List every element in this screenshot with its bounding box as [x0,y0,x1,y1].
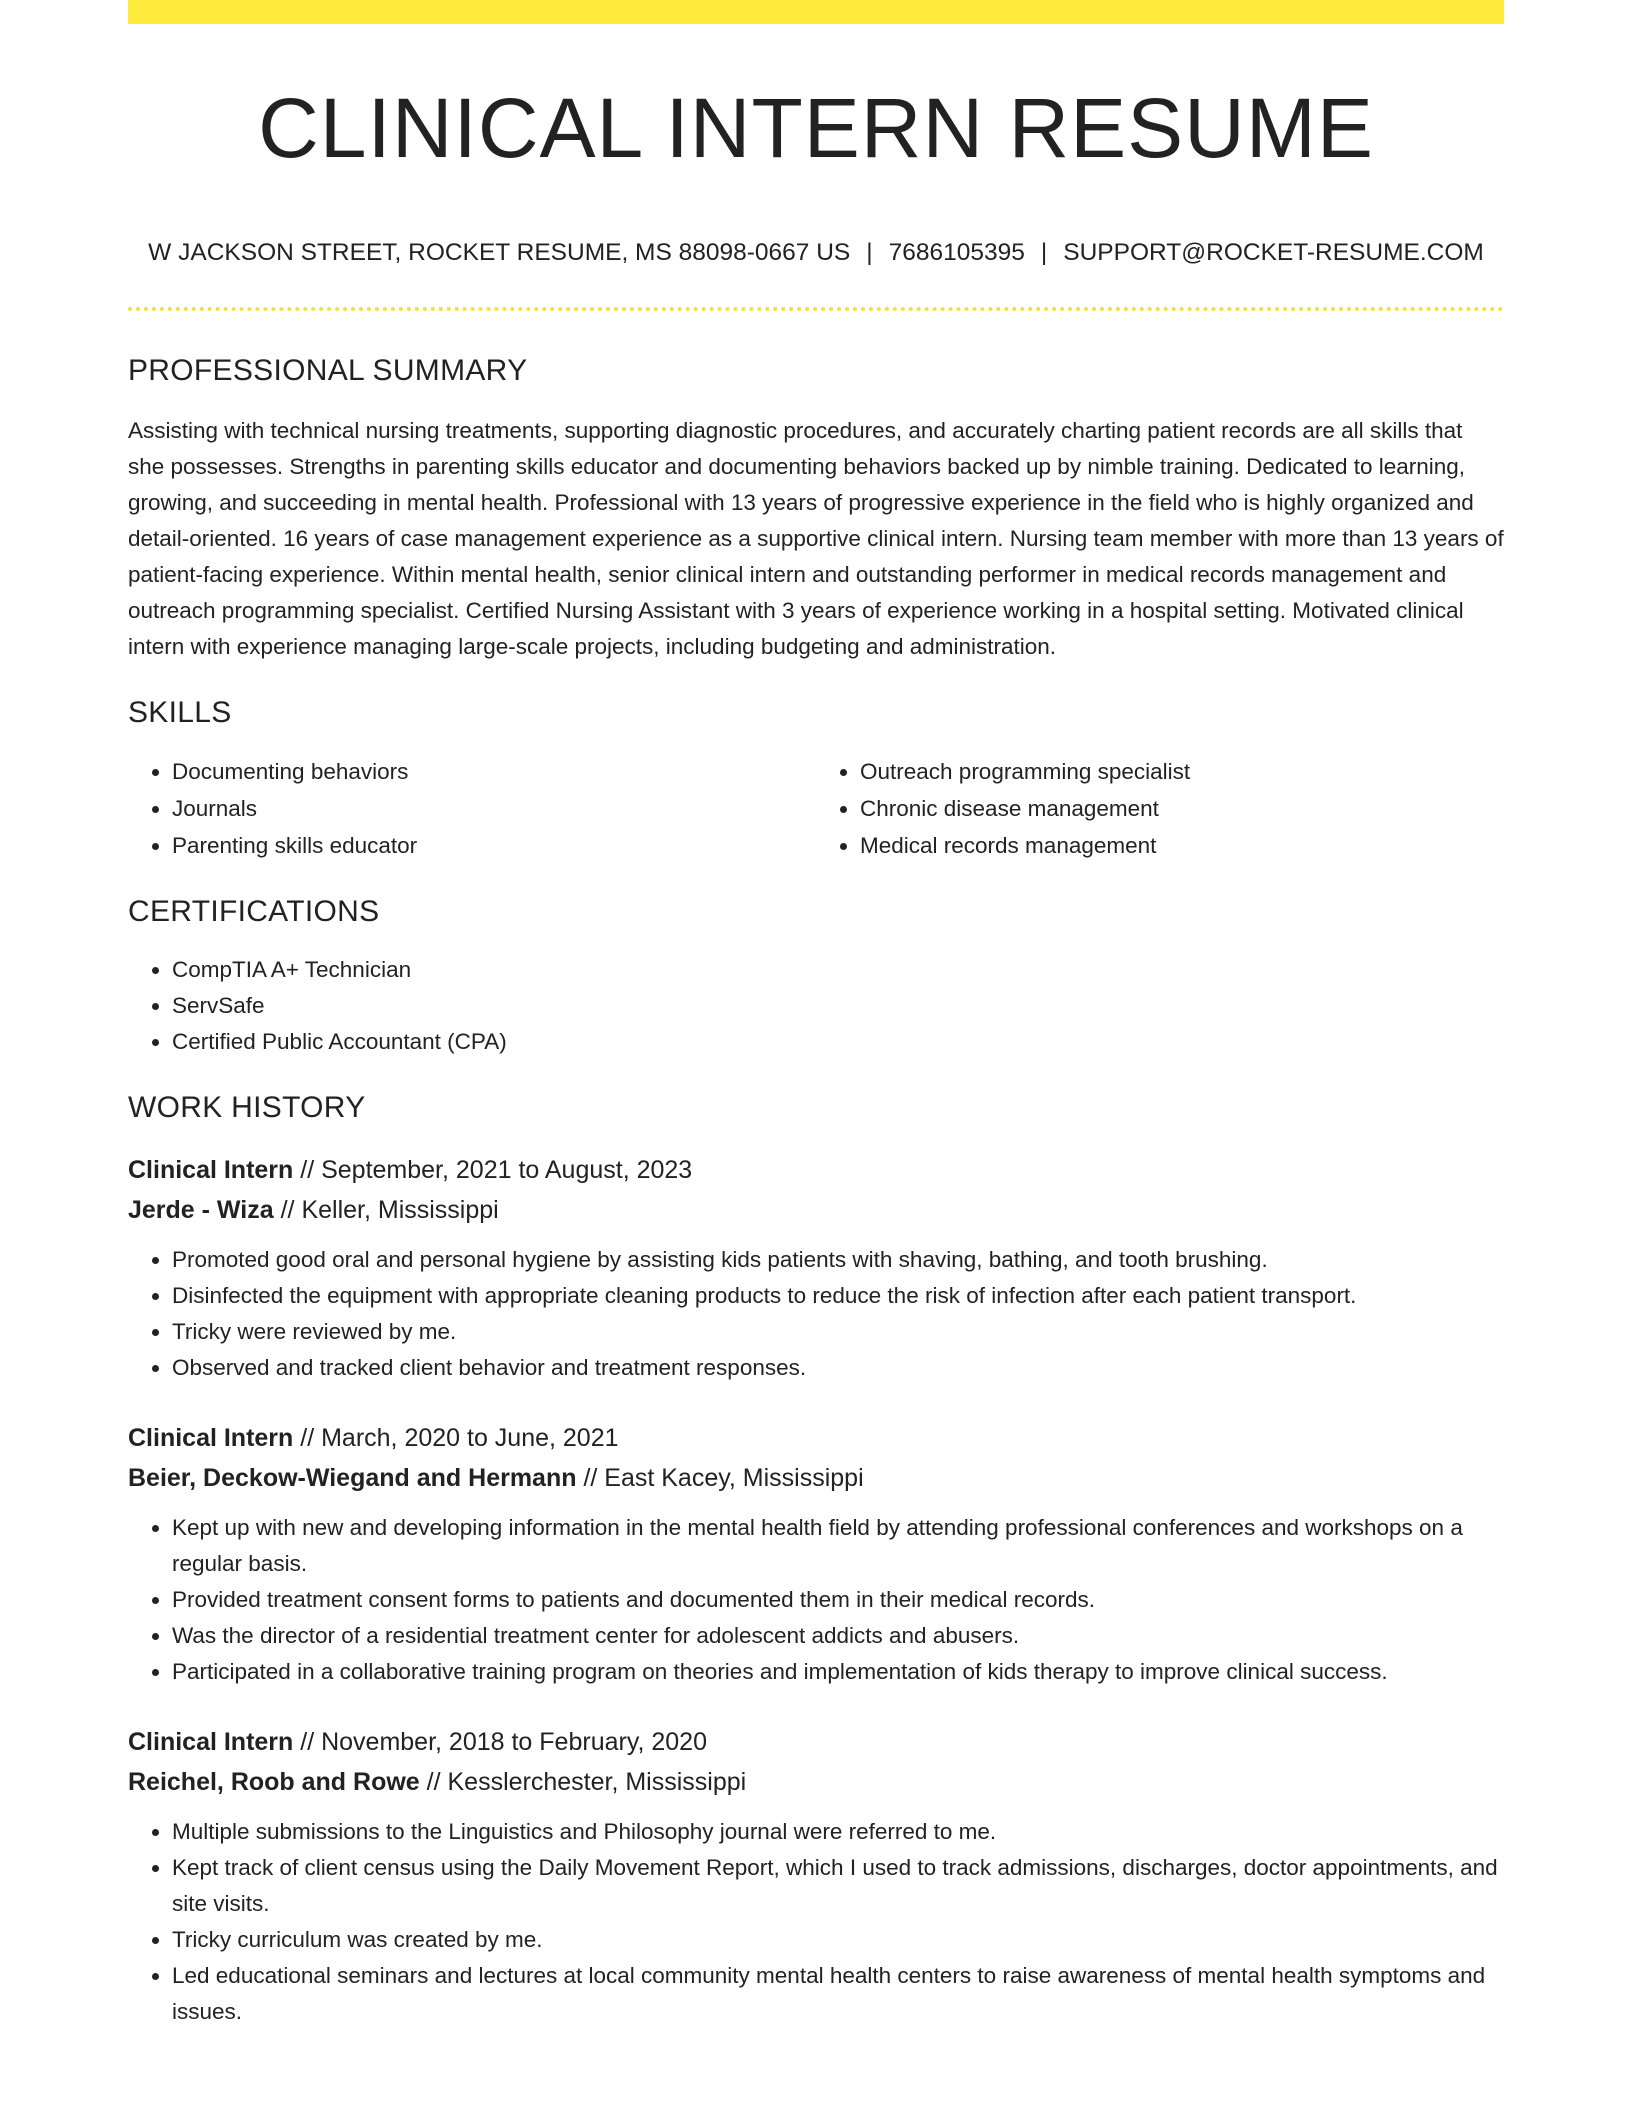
job-duty: • Kept track of client census using the Daily Movement Report, which I used to track admissions, discharges, doctor appointments, and site visits. [172,1850,1504,1922]
job-duties [128,1814,1504,2030]
certification-item: • CompTIA A+ Technician [172,952,1504,988]
job-title-line [128,1418,1504,1458]
skill-item: • Parenting skills educator [172,827,816,864]
skills-list-right [816,753,1504,864]
job-location: // East Kacey, Mississippi [576,1464,864,1492]
job-title: Clinical Intern [128,1424,294,1452]
resume-page [128,0,1504,2030]
skill-item: • Documenting behaviors [172,753,816,790]
job-company-line [128,1458,1504,1498]
contact-line [128,238,1504,268]
skills-heading: SKILLS [128,696,232,729]
job-duty: • Participated in a collaborative training program on theories and implementation of kids therapy to improve clinical success. [172,1654,1504,1690]
job-duty: • Tricky curriculum was created by me. [172,1922,1504,1958]
certifications-heading: CERTIFICATIONS [128,895,380,928]
skills-columns [128,753,1504,864]
certification-item: • ServSafe [172,988,1504,1024]
job-title: Clinical Intern [128,1728,294,1756]
job-entry [128,1722,1504,2030]
job-company: Jerde - Wiza [128,1196,274,1224]
work-history-heading: WORK HISTORY [128,1091,366,1124]
certification-item: • Certified Public Accountant (CPA) [172,1024,1504,1060]
job-location: // Kesslerchester, Mississippi [419,1768,747,1796]
skill-item: • Journals [172,790,816,827]
summary-heading: PROFESSIONAL SUMMARY [128,354,528,387]
job-entry [128,1150,1504,1386]
job-company: Reichel, Roob and Rowe [128,1768,420,1796]
job-duty: • Provided treatment consent forms to patients and documented them in their medical records. [172,1582,1504,1618]
skill-item: • Medical records management [860,827,1504,864]
dotted-divider [128,307,1504,311]
job-duty: • Disinfected the equipment with appropriate cleaning products to reduce the risk of infection after each patient transport. [172,1278,1504,1314]
email: SUPPORT@ROCKET-RESUME.COM [1063,239,1484,266]
job-duty: • Multiple submissions to the Linguistics and Philosophy journal were referred to me. [172,1814,1504,1850]
job-title-line [128,1150,1504,1190]
job-title-line [128,1722,1504,1762]
job-duty: • Kept up with new and developing information in the mental health field by attending professional conferences and workshops on a regular basis. [172,1510,1504,1582]
job-entry [128,1418,1504,1690]
job-company-line [128,1190,1504,1230]
job-duties [128,1242,1504,1386]
contact-separator: | [866,239,873,266]
resume-title: CLINICAL INTERN RESUME [258,81,1374,175]
contact-separator: | [1040,239,1048,266]
job-company: Beier, Deckow-Wiegand and Hermann [128,1464,577,1492]
job-title: Clinical Intern [128,1156,294,1184]
job-dates: // March, 2020 to June, 2021 [293,1424,619,1452]
summary-text: Assisting with technical nursing treatments, supporting diagnostic procedures, and accurately charting patient records are all skills that she possesses. Strengths in parenting skills educator and documenting behaviors backed up by nimble training. Dedicated to learning, growing, and succeeding in mental health. Professional with 13 years of progressive experience in the field who is highly organized and detail-oriented. 16 years of case management experience as a supportive clinical intern. Nursing team member with more than 13 years of patient-facing experience. Within mental health, senior clinical intern and outstanding performer in medical records management and outreach programming specialist. Certified Nursing Assistant with 3 years of experience working in a hospital setting. Motivated clinical intern with experience managing large-scale projects, including budgeting and administration. [128,418,1504,659]
job-duty: • Tricky were reviewed by me. [172,1314,1504,1350]
job-company-line [128,1762,1504,1802]
job-duty: • Led educational seminars and lectures at local community mental health centers to raise awareness of mental health symptoms and issues. [172,1958,1504,2030]
certifications-list [128,952,1504,1060]
phone: 7686105395 [888,239,1025,266]
address: W JACKSON STREET, ROCKET RESUME, MS 88098-0667 US [148,239,851,266]
job-duty: • Promoted good oral and personal hygiene by assisting kids patients with shaving, bathing, and tooth brushing. [172,1242,1504,1278]
skill-item: • Chronic disease management [860,790,1504,827]
job-duty: • Was the director of a residential treatment center for adolescent addicts and abusers. [172,1618,1504,1654]
skills-list-left [128,753,816,864]
job-duties [128,1510,1504,1690]
job-dates: // September, 2021 to August, 2023 [293,1156,693,1184]
job-location: // Keller, Mississippi [273,1196,499,1224]
skill-item: • Outreach programming specialist [860,753,1504,790]
job-dates: // November, 2018 to February, 2020 [293,1728,707,1756]
accent-top-bar [128,0,1504,24]
job-duty: • Observed and tracked client behavior and treatment responses. [172,1350,1504,1386]
